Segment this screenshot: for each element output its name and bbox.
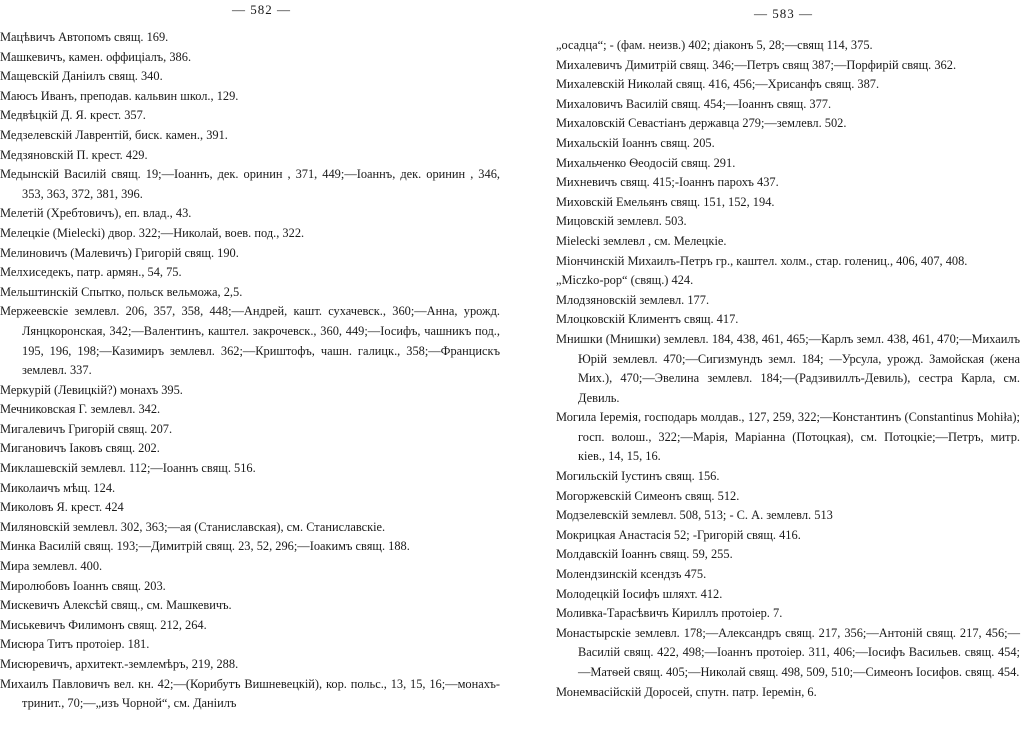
index-entry: Молдавскій Іоаннъ свящ. 59, 255. — [556, 547, 733, 562]
index-entry: Мицовскій землевл. 503. — [556, 214, 687, 229]
index-entry: Мокрицкая Анастасія 52; -Григорій свящ. 416. — [556, 527, 801, 542]
index-entry: Михаилъ Павловичъ вел. кн. 42;—(Корибутъ Вишневецкій), кор. польс., 13, 15, 16;—монахъ-тринит., 70;—„изъ Чорной“, см. Даніилъ — [0, 676, 500, 711]
index-entry: Мира землевл. 400. — [0, 559, 103, 574]
index-entry: Мнишки (Мнишки) землевл. 184, 438, 461, 465;—Карлъ земл. 438, 461, 470;—Михаилъ Юрій землевл. 470;—Сигизмундъ земл. 184; —Урсула, урожд. Замойская (жена Мих.), 470;—Эвелина землевл. 184;—(Радзивиллъ-Девиль), сестра Карла, см. Девиль. — [556, 331, 1020, 405]
index-entry: Михаловскій Севастіанъ державца 279;—землевл. 502. — [556, 116, 847, 131]
index-entry: Млодзяновскій землевл. 177. — [556, 292, 710, 307]
index-entry: Михалевскій Николай свящ. 416, 456;—Хрисанфъ свящ. 387. — [556, 77, 880, 92]
index-entry: Миколаичъ мѣщ. 124. — [0, 480, 116, 495]
index-entry: Могильскій Іустинъ свящ. 156. — [556, 469, 720, 484]
index-entry: Мелетій (Хребтовичъ), еп. влад., 43. — [0, 206, 192, 221]
index-entry: Мискевичъ Алексѣй свящ., см. Машкевичъ. — [0, 598, 232, 613]
page-number: — 583 — — [754, 6, 813, 21]
index-entry: Мигалевичъ Григорій свящ. 207. — [0, 421, 173, 436]
index-entry: „осадца“; - (фам. неизв.) 402; діаконъ 5, 28;—свящ 114, 375. — [556, 38, 873, 52]
index-entry: Мержеевскіе землевл. 206, 357, 358, 448;—Андрей, кашт. сухачевск., 360;—Анна, урожд. Лянцкоронская, 342;—Валентинъ, каштел. закрочевск., 360, 449;—Іосифъ, чашникъ под., 195, 196, 198;—Казимиръ землевл. 362;—Криштофъ, чашн. галицк., 358;—Францискъ землевл. 337. — [0, 304, 500, 378]
index-entry: Миролюбовъ Іоаннъ свящ. 203. — [0, 578, 166, 593]
index-entry: Моливка-Тарасѣвичъ Кириллъ протоіер. 7. — [556, 606, 783, 621]
index-entry: Мащевскій Даніилъ свящ. 340. — [0, 69, 163, 84]
index-entry: Мелиновичъ (Малевичъ) Григорій свящ. 190. — [0, 245, 239, 260]
index-entry: „Miczko-pop“ (свящ.) 424. — [556, 273, 694, 288]
index-entry: Міончинскій Михаилъ-Петръ гр., каштел. холм., стар. голениц., 406, 407, 408. — [556, 253, 968, 268]
index-entry: Мигановичъ Іаковъ свящ. 202. — [0, 441, 160, 456]
index-entry: Меркурій (Левицкій?) монахъ 395. — [0, 382, 183, 397]
index-entry: Миховскій Емельянъ свящ. 151, 152, 194. — [556, 194, 775, 209]
index-entry: Могоржевскій Симеонъ свящ. 512. — [556, 488, 740, 503]
index-entry: Медынскій Василій свящ. 19;—Іоаннъ, дек. оринин , 371, 449;—Іоаннъ, дек. оринин , 346, 353, 363, 372, 381, 396. — [0, 167, 500, 201]
index-entry: Мисюревичъ, архитект.-землемѣръ, 219, 288. — [0, 657, 239, 671]
index-entry: Мельштинскій Спытко, польск вельможа, 2,5. — [0, 284, 243, 299]
index-entry: Минка Василій свящ. 193;—Димитрій свящ. 23, 52, 296;—Іоакимъ свящ. 188. — [0, 539, 410, 554]
index-entry: Михневичъ свящ. 415;-Іоаннъ парохъ 437. — [556, 175, 779, 190]
page-number: — 582 — — [232, 2, 291, 17]
index-entry: Монастырскіе землевл. 178;—Александръ свящ. 217, 356;—Антоній свящ. 217, 456;—Василій свящ. 422, 498;—Іоаннъ протоіер. 311, 406;—Іосифъ Васильев. свящ. 454;—Матѳей свящ. 405;—Николай свящ. 498, 509, 510;—Симеонъ Іосифов. свящ. 454. — [556, 625, 1020, 679]
index-entry: Миколовъ Я. крест. 424 — [0, 500, 124, 515]
index-entry: Медвѣцкій Д. Я. крест. 357. — [0, 108, 146, 123]
index-entry: Михаловичъ Василій свящ. 454;—Іоаннъ свящ. 377. — [556, 96, 832, 111]
index-entry: Маюсъ Иванъ, преподав. кальвин школ., 129. — [0, 88, 239, 103]
index-entry: Mielecki землевл , см. Мелецкіе. — [556, 233, 727, 248]
index-entry: Мечниковская Г. землевл. 342. — [0, 402, 161, 417]
index-entry: Машкевичъ, камен. оффиціалъ, 386. — [0, 49, 192, 64]
index-entry: Модзелевскій землевл. 508, 513; - С. А. землевл. 513 — [556, 508, 833, 523]
index-entry: Молендзинскій ксендзъ 475. — [556, 567, 707, 582]
index-entry: Миляновскій землевл. 302, 363;—ая (Станиславская), см. Станиславскіе. — [0, 519, 386, 534]
index-entry: Михалевичъ Димитрій свящ. 346;—Петръ свящ 387;—Порфирій свящ. 362. — [556, 57, 957, 72]
index-entry: Мелецкіе (Mielecki) двор. 322;—Николай, воев. под., 322. — [0, 225, 305, 240]
index-entry: Миклашевскій землевл. 112;—Іоаннъ свящ. 516. — [0, 461, 256, 476]
index-entry: Монемвасійскій Доросей, спутн. патр. Іеремін, 6. — [556, 684, 817, 699]
index-entries — [556, 36, 1020, 702]
index-entry: Михальченко Ѳеодосій свящ. 291. — [556, 155, 736, 170]
index-entry: Михальскій Іоаннъ свящ. 205. — [556, 135, 715, 150]
index-entry: Мацѣвичъ Автопомъ свящ. 169. — [0, 30, 169, 44]
index-entry: Медзяновскій П. крест. 429. — [0, 147, 148, 162]
index-entry: Медзелевскій Лаврентій, биск. камен., 391. — [0, 127, 228, 142]
index-entries — [0, 28, 500, 714]
index-entry: Молодецкій Іосифъ шляхт. 412. — [556, 586, 723, 601]
index-entry: Млоцковскій Климентъ свящ. 417. — [556, 312, 739, 327]
index-entry: Могила Іеремія, господарь молдав., 127, 259, 322;—Константинъ (Constantinus Mohiła); госп. волош., 322;—Марія, Маріанна (Потоцкая), см. Потоцкіе;—Петръ, митр. кіев., 14, 15, 16. — [556, 410, 1020, 464]
index-entry: Миськевичъ Филимонъ свящ. 212, 264. — [0, 617, 207, 632]
index-entry: Мелхиседекъ, патр. армян., 54, 75. — [0, 265, 182, 280]
index-entry: Мисюра Титъ протоіер. 181. — [0, 637, 150, 652]
